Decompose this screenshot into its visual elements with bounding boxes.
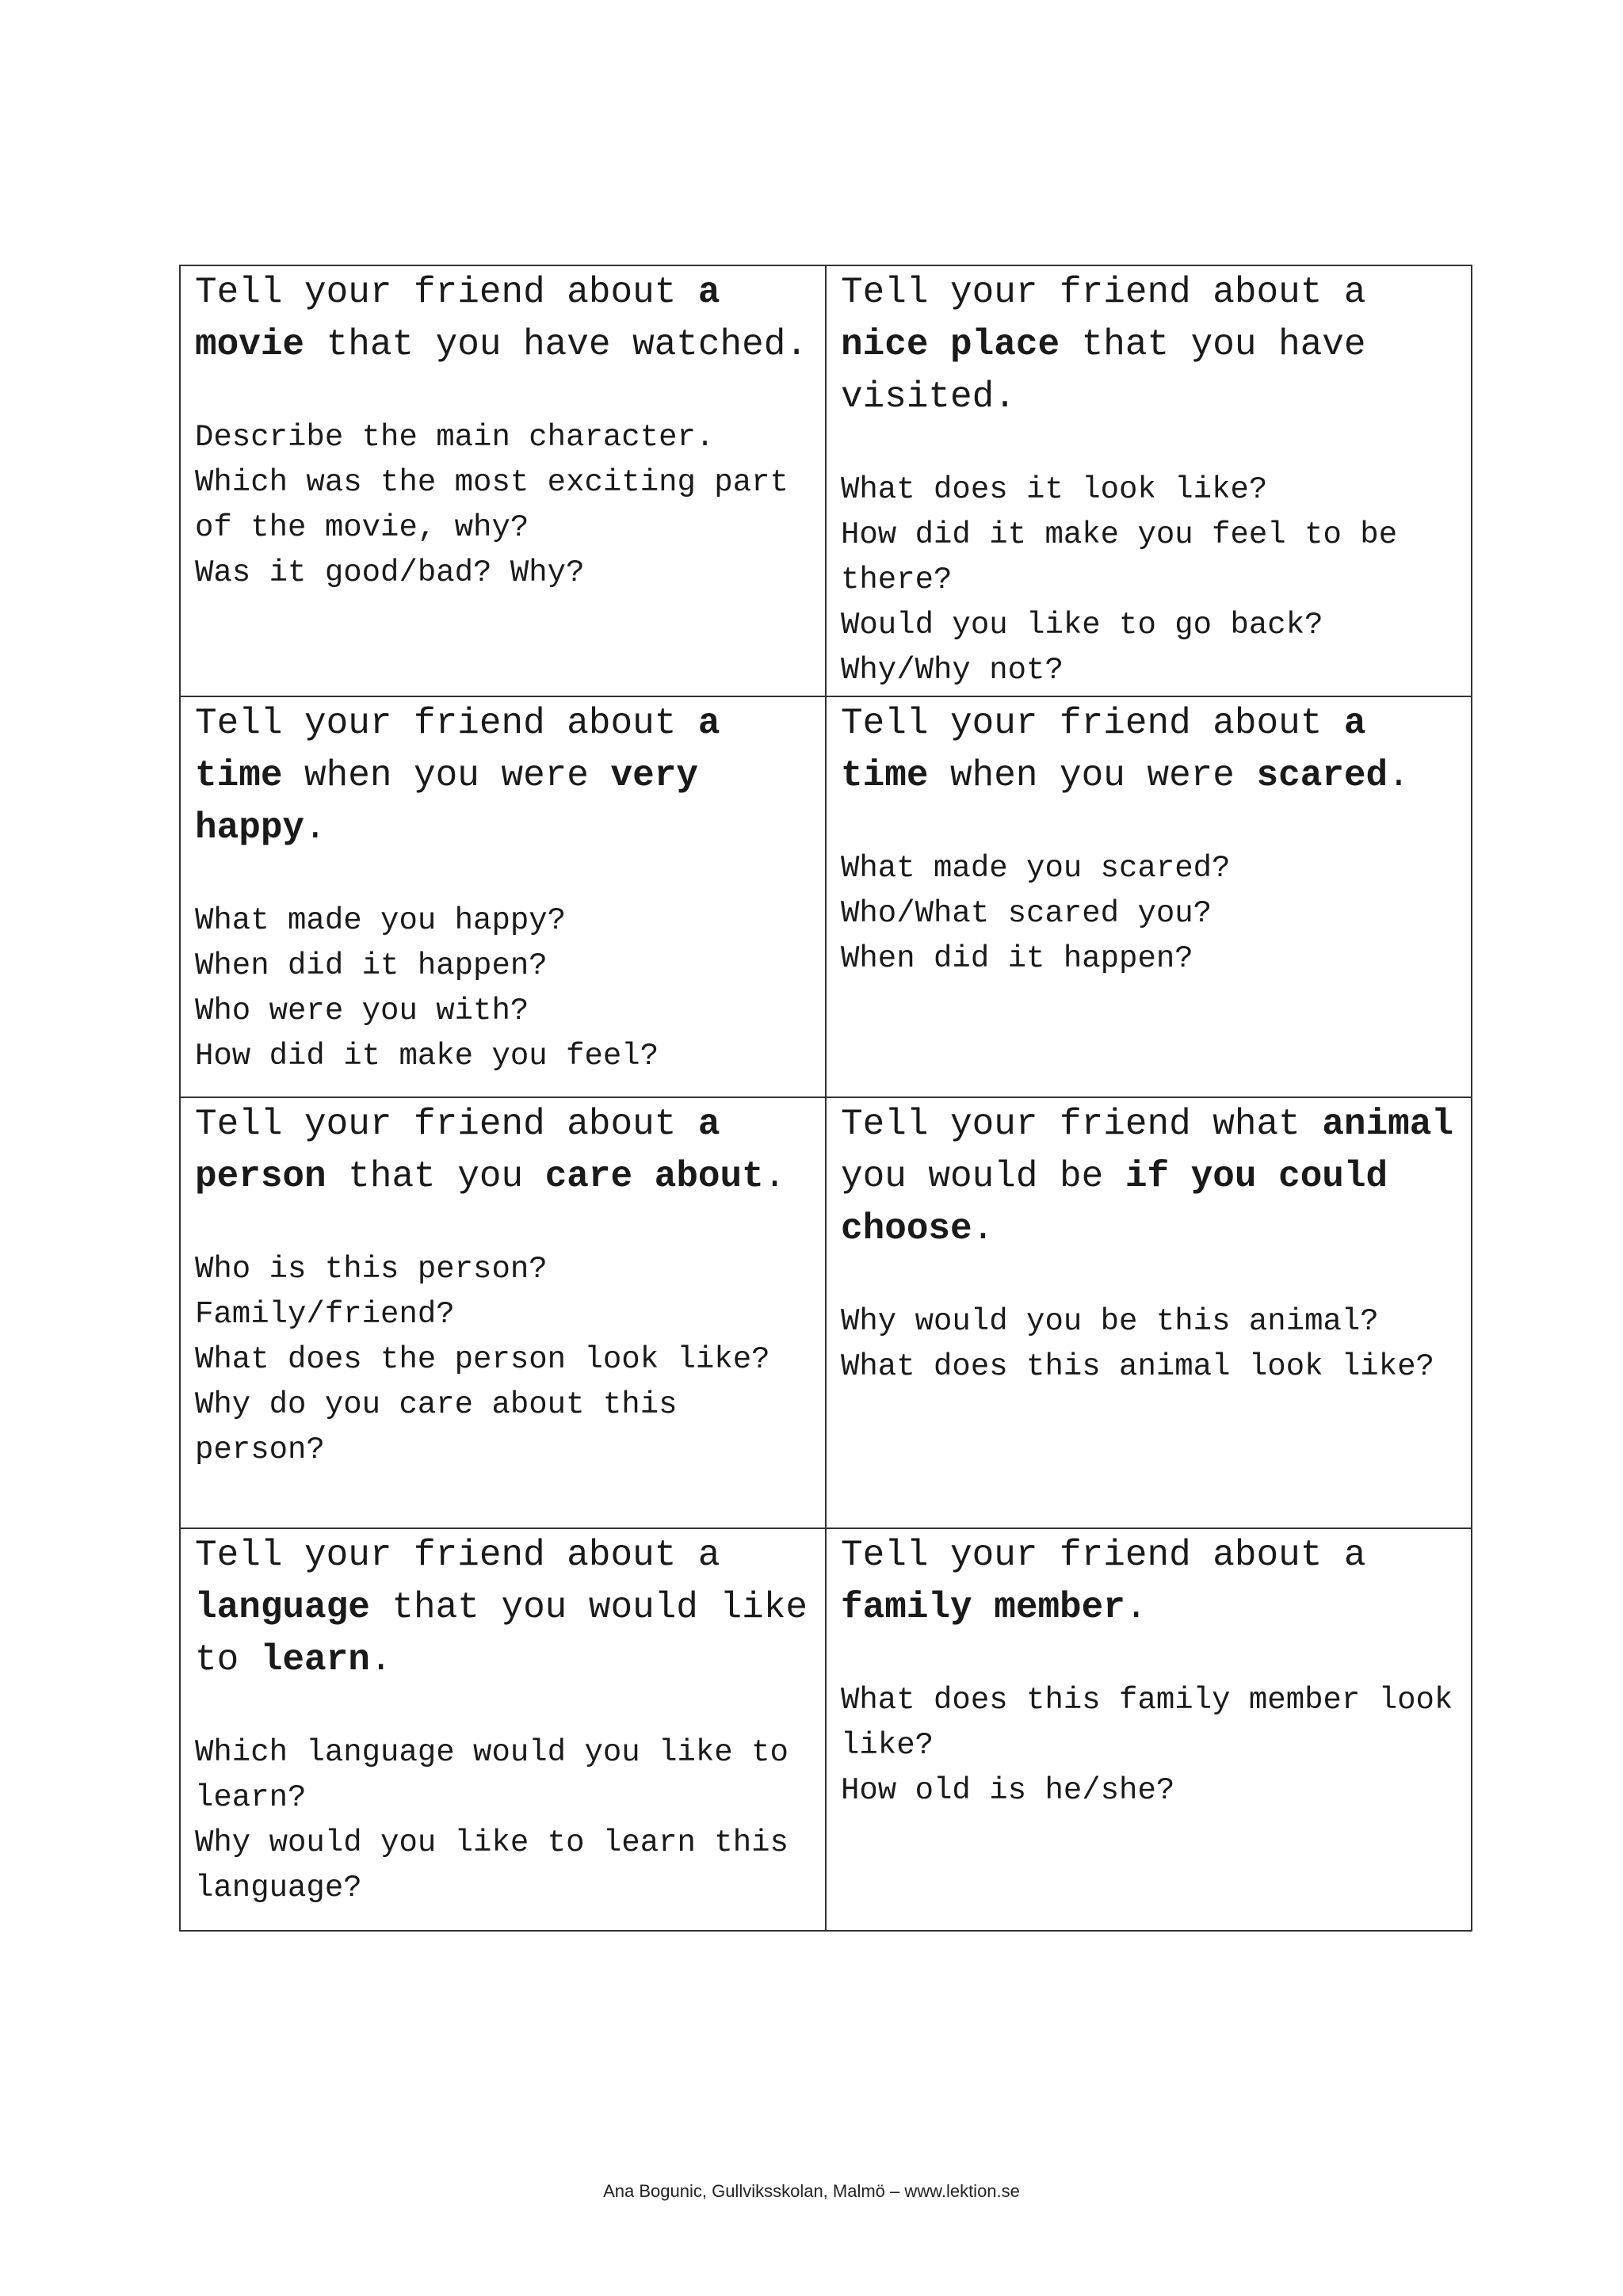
question-line: What does the person look like? <box>195 1342 770 1377</box>
prompt-text: . <box>1125 1587 1148 1628</box>
question-line: Who is this person? Family/friend? <box>195 1252 548 1332</box>
question-line: How did it make you feel to be there? <box>841 517 1398 597</box>
card-prompt <box>195 1529 812 1686</box>
card-questions <box>841 467 1458 693</box>
question-line: Would you like to go back? Why/Why not? <box>841 608 1323 688</box>
question-line: How did it make you feel? <box>195 1039 659 1074</box>
card-language <box>180 1528 826 1931</box>
question-line: Who/What scared you? <box>841 896 1212 931</box>
card-questions <box>195 415 812 596</box>
card-happy-time <box>180 696 826 1097</box>
card-questions <box>841 846 1458 982</box>
question-line: What made you scared? <box>841 851 1231 886</box>
prompt-keyword: language <box>195 1587 370 1628</box>
conversation-cards-table <box>179 265 1472 1932</box>
prompt-keyword: family member <box>841 1587 1125 1628</box>
card-prompt <box>195 697 812 854</box>
prompt-text: . <box>972 1208 995 1249</box>
prompt-text: Tell your friend about a <box>841 1535 1366 1576</box>
question-line: Who were you with? <box>195 994 529 1028</box>
prompt-text: . <box>763 1156 786 1197</box>
prompt-keyword: a time <box>195 703 720 796</box>
question-line: When did it happen? <box>195 948 548 983</box>
prompt-text: that you have watched. <box>304 324 808 365</box>
question-line: What does this animal look like? <box>841 1349 1434 1384</box>
cards-row <box>180 265 1472 696</box>
question-line: When did it happen? <box>841 941 1193 976</box>
prompt-keyword: care about <box>544 1156 764 1197</box>
prompt-text: that you would like to <box>195 1587 808 1680</box>
cards-row <box>180 1528 1472 1931</box>
prompt-keyword: a movie <box>195 272 720 365</box>
card-questions <box>195 1730 812 1911</box>
prompt-keyword: nice place <box>841 324 1060 365</box>
prompt-keyword: very happy <box>195 755 698 849</box>
card-person <box>180 1097 826 1528</box>
prompt-keyword: learn <box>260 1639 370 1680</box>
prompt-keyword: a time <box>841 703 1366 796</box>
cards-row <box>180 696 1472 1097</box>
card-questions <box>195 898 812 1079</box>
card-family-member <box>826 1528 1472 1931</box>
question-line: Why do you care about this person? <box>195 1387 678 1467</box>
prompt-text: when you were <box>282 755 611 796</box>
prompt-text: Tell your friend about a <box>841 272 1366 313</box>
prompt-text: . <box>304 807 327 849</box>
card-prompt <box>841 1529 1458 1634</box>
prompt-text: Tell your friend about <box>841 703 1344 744</box>
card-nice-place <box>826 265 1472 696</box>
question-line: Why would you be this animal? <box>841 1304 1379 1339</box>
card-prompt <box>841 697 1458 802</box>
question-line: What does this family member look like? <box>841 1683 1453 1763</box>
card-questions <box>195 1247 812 1473</box>
card-prompt <box>841 1098 1458 1255</box>
question-line: Which was the most exciting part of the movie, why? <box>195 465 789 545</box>
prompt-keyword: if you could choose <box>841 1156 1388 1249</box>
question-line: Describe the main character. <box>195 420 715 455</box>
card-questions <box>841 1299 1458 1390</box>
prompt-text: Tell your friend about <box>195 703 698 744</box>
prompt-text: Tell your friend what <box>841 1104 1323 1145</box>
question-line: How old is he/she? <box>841 1773 1175 1808</box>
card-questions <box>841 1678 1458 1814</box>
question-line: What does it look like? <box>841 472 1268 507</box>
card-animal <box>826 1097 1472 1528</box>
prompt-text: when you were <box>928 755 1257 796</box>
question-line: What made you happy? <box>195 903 567 938</box>
cards-row <box>180 1097 1472 1528</box>
prompt-text: you would be <box>841 1156 1125 1197</box>
card-movie <box>180 265 826 696</box>
prompt-text: Tell your friend about a <box>195 1535 720 1576</box>
prompt-text: that you <box>326 1156 545 1197</box>
question-line: Was it good/bad? Why? <box>195 555 585 590</box>
prompt-text: Tell your friend about <box>195 272 698 313</box>
page-footer: Ana Bogunic, Gullviksskolan, Malmö – www.lektion.se <box>603 2181 1020 2201</box>
prompt-text: . <box>1388 755 1410 796</box>
card-scared-time <box>826 696 1472 1097</box>
card-prompt <box>841 266 1458 423</box>
card-prompt <box>195 1098 812 1203</box>
prompt-text: Tell your friend about <box>195 1104 698 1145</box>
prompt-keyword: a person <box>195 1104 720 1197</box>
question-line: Which language would you like to learn? <box>195 1735 789 1815</box>
prompt-keyword: scared <box>1256 755 1388 796</box>
prompt-text: that you have visited. <box>841 324 1366 418</box>
card-prompt <box>195 266 812 371</box>
prompt-text: . <box>369 1639 392 1680</box>
prompt-keyword: animal <box>1322 1104 1453 1145</box>
question-line: Why would you like to learn this language? <box>195 1825 789 1905</box>
